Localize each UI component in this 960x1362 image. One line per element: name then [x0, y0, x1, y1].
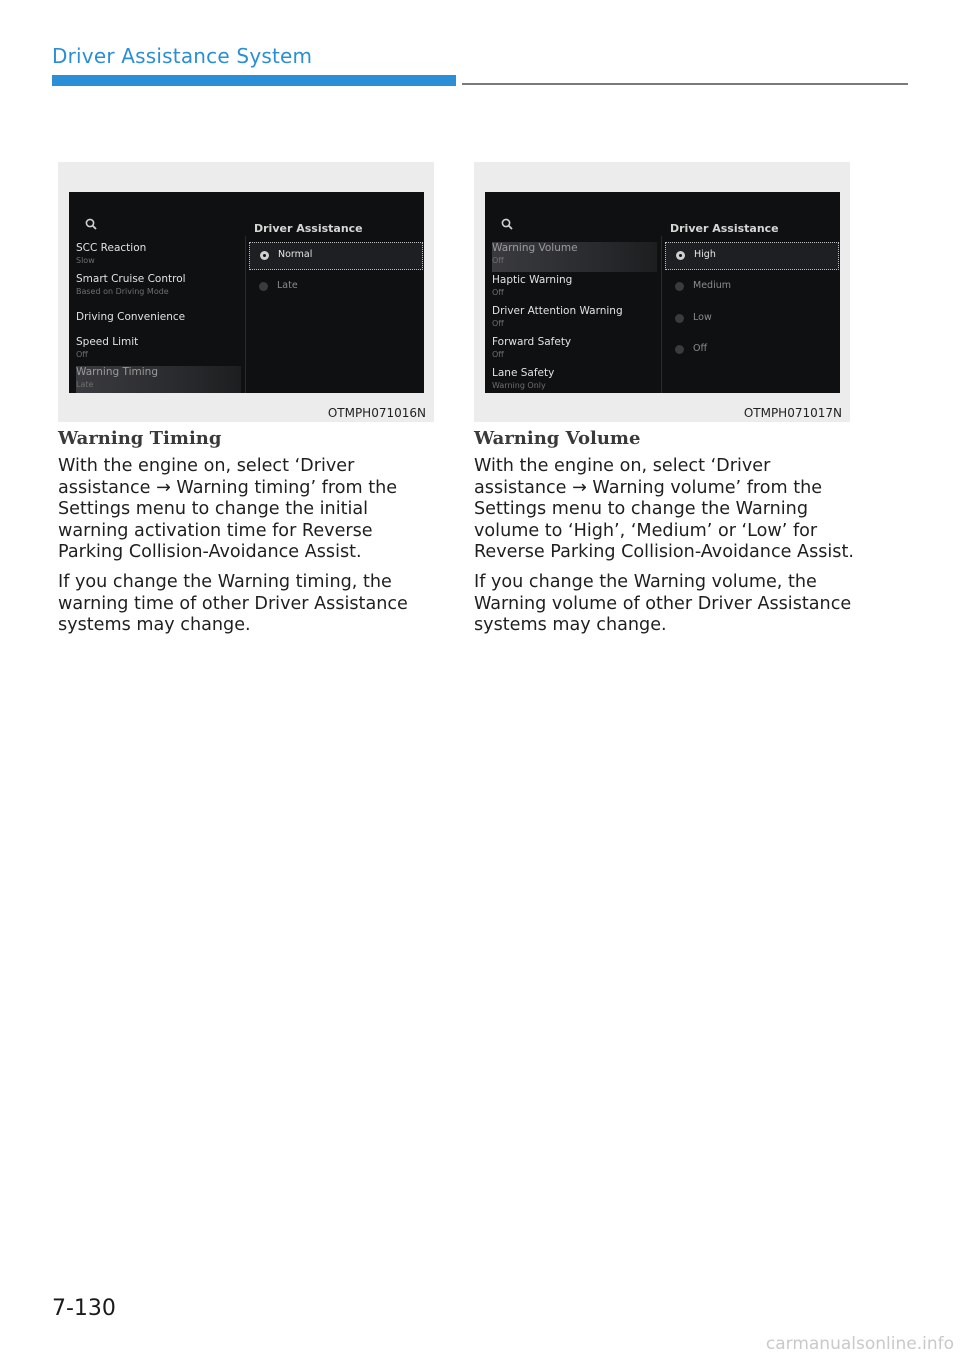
menu-sub: Off — [76, 350, 88, 359]
section-paragraph: With the engine on, select ‘Driver assistance → Warning timing’ from the Settings menu to change the initial warning activation time for Reverse Parking Collision-Avoidance Assist. — [58, 456, 398, 563]
section-warning-volume — [474, 428, 854, 645]
menu-item-forward-safety — [492, 336, 657, 360]
menu-sub: Late — [76, 380, 94, 389]
menu-sub: Off — [492, 319, 504, 328]
menu-label: Forward Safety — [492, 336, 572, 348]
watermark: carmanualsonline.info — [765, 1334, 954, 1354]
figure-warning-timing — [58, 162, 434, 422]
option-off — [665, 337, 837, 363]
header-accent-bar — [52, 75, 456, 86]
section-paragraph: With the engine on, select ‘Driver assistance → Warning volume’ from the Settings menu to change the Warning volume to ‘High’, ‘Medium’ or ‘Low’ for Reverse Parking Collision-Avoidance Assist. — [474, 456, 854, 563]
section-title: Driver Assistance System — [52, 44, 313, 68]
radio-icon — [675, 282, 684, 291]
option-label: Late — [277, 280, 298, 291]
radio-selected-icon — [676, 251, 685, 260]
radio-icon — [675, 345, 684, 354]
menu-item-haptic-warning — [492, 274, 657, 298]
menu-sub: Off — [492, 288, 504, 297]
menu-label: SCC Reaction — [76, 242, 147, 254]
menu-item-warning-timing — [76, 366, 241, 393]
section-paragraph: If you change the Warning volume, the Warning volume of other Driver Assistance systems may change. — [474, 571, 852, 636]
figure-code: OTMPH071016N — [327, 406, 426, 420]
page-number: 7-130 — [52, 1296, 116, 1321]
option-label: High — [694, 249, 716, 260]
menu-sub: Based on Driving Mode — [76, 287, 169, 296]
menu-sub: Slow — [76, 256, 95, 265]
screen-divider — [245, 236, 246, 393]
menu-label: Lane Safety — [492, 367, 555, 379]
menu-label: Haptic Warning — [492, 274, 573, 286]
radio-icon — [675, 314, 684, 323]
menu-label: Warning Timing — [76, 366, 158, 378]
figure-code: OTMPH071017N — [743, 406, 842, 420]
screen-title: Driver Assistance — [254, 222, 363, 235]
option-late — [249, 274, 421, 300]
option-label: Low — [693, 312, 712, 323]
section-heading: Warning Timing — [58, 428, 222, 449]
menu-label: Speed Limit — [76, 336, 139, 348]
menu-item-lane-safety — [492, 367, 657, 391]
option-low — [665, 306, 837, 332]
settings-screen — [485, 192, 840, 393]
menu-label: Driver Attention Warning — [492, 305, 623, 317]
screen-title: Driver Assistance — [670, 222, 779, 235]
menu-label: Driving Convenience — [76, 311, 186, 323]
menu-item-driver-attention-warning — [492, 305, 657, 329]
menu-label: Smart Cruise Control — [76, 273, 186, 285]
menu-item-driving-convenience — [76, 311, 241, 324]
figure-warning-volume — [474, 162, 850, 422]
menu-sub: Off — [492, 256, 504, 265]
option-high — [665, 242, 839, 270]
search-icon — [501, 218, 513, 230]
search-icon — [85, 218, 97, 230]
menu-item-speed-limit — [76, 336, 241, 360]
radio-icon — [259, 282, 268, 291]
menu-label: Warning Volume — [492, 242, 578, 254]
section-paragraph: If you change the Warning timing, the warning time of other Driver Assistance systems may change. — [58, 571, 408, 636]
option-label: Off — [693, 343, 708, 354]
menu-sub: Off — [492, 350, 504, 359]
settings-screen — [69, 192, 424, 393]
option-normal — [249, 242, 423, 270]
menu-item-warning-volume — [492, 242, 657, 272]
section-heading: Warning Volume — [474, 428, 641, 449]
option-label: Medium — [693, 280, 731, 291]
option-medium — [665, 274, 837, 300]
menu-sub: Warning Only — [492, 381, 546, 390]
radio-selected-icon — [260, 251, 269, 260]
option-label: Normal — [278, 249, 313, 260]
header-rule — [462, 83, 908, 85]
menu-item-smart-cruise-control — [76, 273, 241, 297]
section-warning-timing — [58, 428, 438, 645]
screen-divider — [661, 236, 662, 393]
menu-item-scc-reaction — [76, 242, 241, 266]
